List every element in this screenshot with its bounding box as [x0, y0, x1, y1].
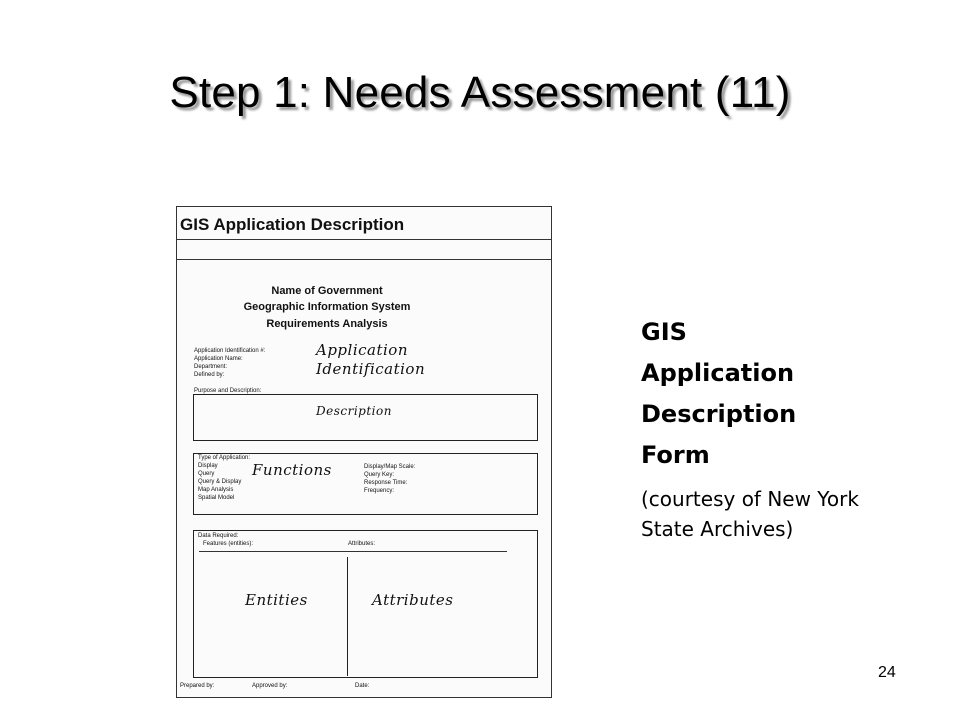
id-field-4: Defined by:: [194, 372, 225, 378]
handwritten-attributes: Attributes: [372, 591, 454, 609]
type-option-query-display: Query & Display: [198, 479, 242, 485]
attributes-label: Attributes:: [348, 541, 376, 547]
footer-date: Date:: [355, 683, 370, 689]
form-heading-line-3: Requirements Analysis: [266, 318, 388, 330]
caption-title-line-2: Application: [641, 359, 795, 387]
data-header-rule: [199, 551, 507, 552]
header-rule-1: [177, 239, 551, 240]
data-required-label: Data Required:: [198, 533, 239, 539]
type-option-map-analysis: Map Analysis: [198, 487, 234, 493]
type-detail-query-key: Query Key:: [364, 472, 395, 478]
caption-note: (courtesy of New York State Archives): [641, 487, 859, 541]
type-option-display: Display: [198, 463, 218, 469]
caption-title-line-3: Description: [641, 400, 797, 428]
footer-approved-by: Approved by:: [252, 683, 288, 689]
handwritten-description: Description: [316, 404, 392, 418]
type-detail-scale: Display/Map Scale:: [364, 464, 416, 470]
handwritten-identification: Identification: [316, 360, 426, 378]
caption-title: [641, 312, 861, 476]
form-heading-line-1: Name of Government: [271, 285, 383, 297]
id-field-3: Department:: [194, 364, 228, 370]
slide-title: Step 1: Needs Assessment (11): [169, 68, 791, 117]
purpose-label: Purpose and Description:: [194, 388, 262, 394]
caption-title-line-1: GIS: [641, 318, 687, 346]
features-label: Features (entities):: [203, 541, 254, 547]
caption-title-line-4: Form: [641, 441, 710, 469]
form-header: GIS Application Description: [180, 215, 405, 234]
type-option-query: Query: [198, 471, 215, 477]
type-label: Type of Application:: [198, 455, 251, 461]
handwritten-application: Application: [316, 341, 408, 359]
id-field-1: Application Identification #:: [194, 348, 266, 354]
type-detail-response-time: Response Time:: [364, 480, 408, 486]
data-column-divider: [347, 557, 348, 676]
footer-prepared-by: Prepared by:: [180, 683, 215, 689]
slide-number: 24: [878, 664, 896, 681]
id-field-2: Application Name:: [194, 356, 243, 362]
handwritten-functions: Functions: [252, 461, 332, 479]
type-detail-frequency: Frequency:: [364, 488, 395, 494]
handwritten-entities: Entities: [245, 591, 308, 609]
form-heading-line-2: Geographic Information System: [243, 301, 411, 313]
caption: [641, 312, 861, 544]
type-option-spatial-model: Spatial Model: [198, 495, 235, 501]
gis-application-form-image: [176, 206, 552, 698]
header-rule-2: [177, 259, 551, 260]
